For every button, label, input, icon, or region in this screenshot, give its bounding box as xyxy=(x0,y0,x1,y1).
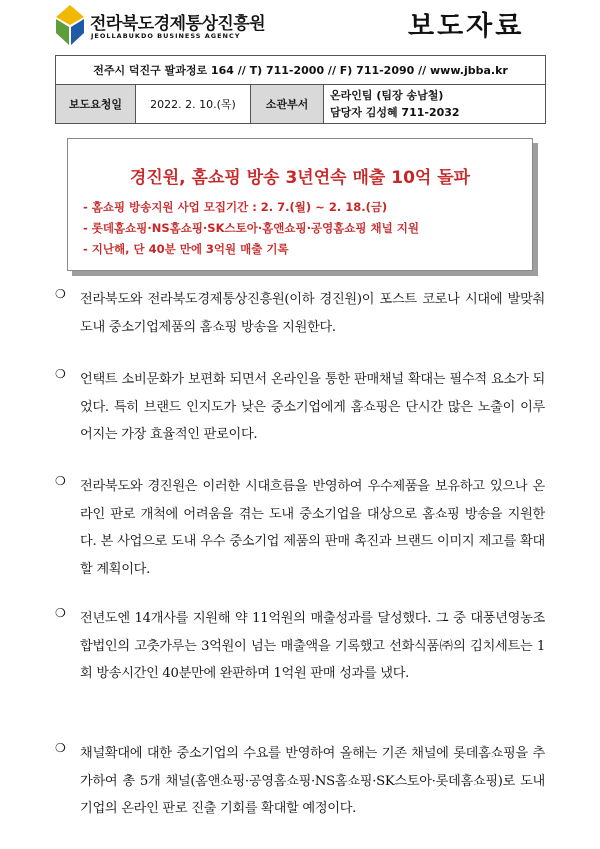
org-subtitle: JEOLLABUKDO BUSINESS AGENCY xyxy=(91,32,241,40)
headline-title: 경진원, 홈쇼핑 방송 3년연속 매출 10억 돌파 xyxy=(129,168,471,188)
body-paragraph xyxy=(55,605,545,688)
contact-team: 온라인팀 (팀장 송남철) xyxy=(330,89,444,102)
paragraph-text: 전라북도와 전라북도경제통상진흥원(이하 경진원)이 포스트 코로나 시대에 발맞춰 도내 중소기업제품의 홈쇼핑 방송을 지원한다. xyxy=(80,292,545,335)
paragraph-text: 전년도엔 14개사를 지원해 약 11억원의 매출성과를 달성했다. 그 중 대풍년영농조합법인의 고춧가루는 3억원이 넘는 매출액을 기록했고 선화식품㈜의 김치세트는 1회 방송시간인 40분만에 완판하며 1억원 판매 성과를 냈다. xyxy=(80,611,545,681)
bullet-circle-icon: ❍ xyxy=(55,606,66,620)
request-date-value: 2022. 2. 10.(목) xyxy=(136,85,251,124)
bullet-circle-icon: ❍ xyxy=(55,474,66,488)
paragraph-text: 전라북도와 경진원은 이러한 시대흐름을 반영하여 우수제품을 보유하고 있으나 온라인 판로 개척에 어려움을 겪는 도내 중소기업을 대상으로 홈쇼핑 방송을 지원한다. 본 사업으로 도내 우수 중소기업 제품의 판매 촉진과 브랜드 이미지 제고를 확대할 계획이다. xyxy=(80,479,545,577)
contact-info xyxy=(324,85,546,124)
page-header xyxy=(0,0,600,52)
body-paragraph xyxy=(55,473,545,583)
paragraph-text: 채널확대에 대한 중소기업의 수요를 반영하여 올해는 기존 채널에 롯데홈쇼핑을 추가하여 총 5개 채널(홈앤쇼핑·공영홈쇼핑·NS홈쇼핑·SK스토아·롯데홈쇼핑)로 도내기업의 온라인 판로 진출 기회를 확대할 예정이다. xyxy=(80,746,545,816)
bullet-circle-icon: ❍ xyxy=(55,741,66,755)
document-type-title: 보도자료 xyxy=(408,11,525,42)
agency-logo-icon xyxy=(55,5,85,45)
headline-subtitle: - 지난해, 단 40분 만에 3억원 매출 기록 xyxy=(83,242,289,256)
contact-person: 담당자 김성혜 711-2032 xyxy=(330,106,460,119)
body-paragraph xyxy=(55,366,545,449)
headline-subtitle: - 롯데홈쇼핑·NS홈쇼핑·SK스토아·홈앤쇼핑·공영홈쇼핑 채널 지원 xyxy=(83,221,419,235)
info-table xyxy=(55,55,546,124)
department-label: 소관부서 xyxy=(251,85,324,124)
body-paragraph xyxy=(55,286,545,341)
request-date-label: 보도요청일 xyxy=(56,85,136,124)
headline-subtitle: - 홈쇼핑 방송지원 사업 모집기간 : 2. 7.(월) ~ 2. 18.(금) xyxy=(83,200,388,214)
paragraph-text: 언택트 소비문화가 보편화 되면서 온라인을 통한 판매채널 확대는 필수적 요소가 되었다. 특히 브랜드 인지도가 낮은 중소기업에게 홈쇼핑은 단시간 많은 노출이 이루어지는 가장 효율적인 판로이다. xyxy=(80,372,545,442)
bullet-circle-icon: ❍ xyxy=(55,367,66,381)
headline-box xyxy=(67,138,533,271)
address-line: 전주시 덕진구 팔과정로 164 // T) 711-2000 // F) 711-2090 // www.jbba.kr xyxy=(56,56,546,85)
body-paragraph xyxy=(55,740,545,823)
bullet-circle-icon: ❍ xyxy=(55,287,66,301)
org-name: 전라북도경제통상진흥원 xyxy=(90,14,266,34)
